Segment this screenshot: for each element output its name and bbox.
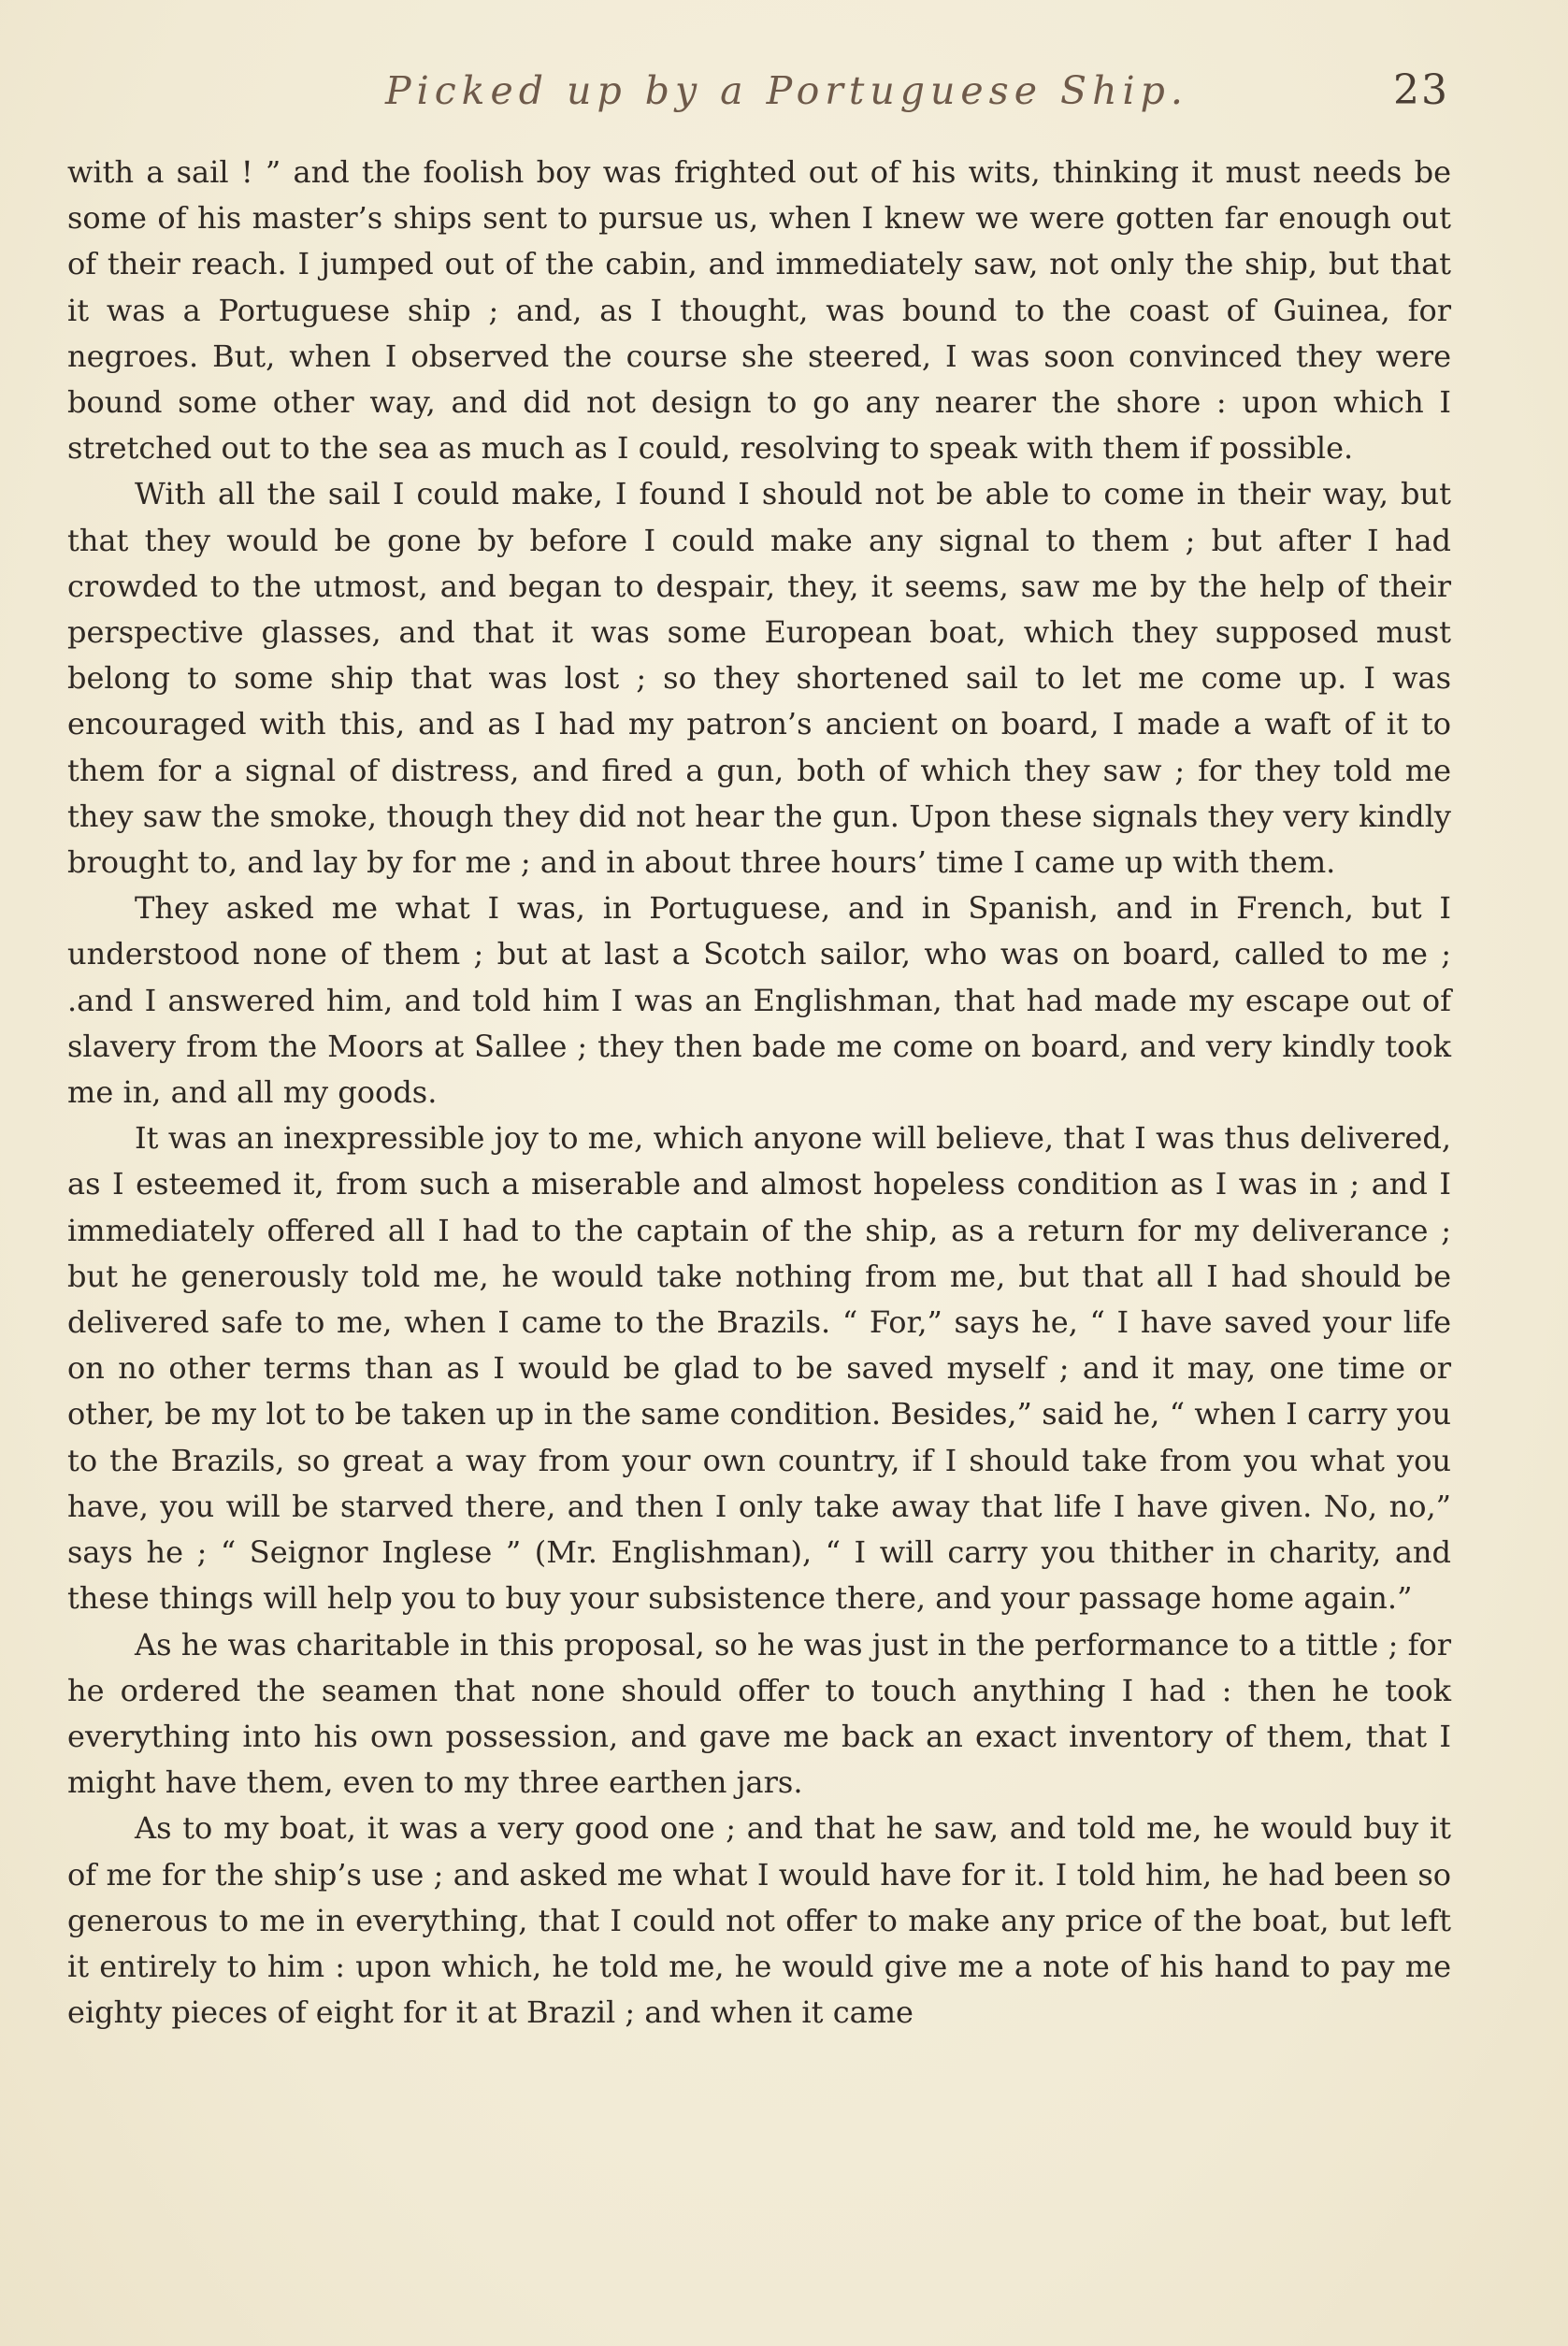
page-number: 23 xyxy=(1393,66,1449,114)
running-title: Picked up by a Portuguese Ship. xyxy=(385,68,1188,113)
page-header xyxy=(67,58,1449,123)
paragraph: As to my boat, it was a very good one ; and that he saw, and told me, he would buy it of me for the ship’s use ; and asked me what I would have for it. I told him, he had been so generous to me in everything, that I could not offer to make any price of the boat, but left it entirely to him : upon which, he told me, he would give me a note of his hand to pay me eighty pieces of eight for it at Brazil ; and when it came xyxy=(67,1810,1451,2031)
body-text xyxy=(67,150,1451,2036)
paragraph: With all the sail I could make, I found I should not be able to come in their way, but that they would be gone by before I could make any signal to them ; but after I had crowded to the utmost, and began to despair, they, it seems, saw me by the help of their perspective glasses, and that it was some European boat, which they supposed must belong to some ship that was lost ; so they shortened sail to let me come up. I was encouraged with this, and as I had my patron’s ancient on board, I made a waft of it to them for a signal of distress, and fired a gun, both of which they saw ; for they told me they saw the smoke, though they did not hear the gun. Upon these signals they very kindly brought to, and lay by for me ; and in about three hours’ time I came up with them. xyxy=(67,476,1451,881)
paragraph: with a sail ! ” and the foolish boy was frighted out of his wits, thinking it must needs be some of his master’s ships sent to pursue us, when I knew we were gotten far enough out of their reach. I jumped out of the cabin, and immediately saw, not only the ship, but that it was a Portuguese ship ; and, as I thought, was bound to the coast of Guinea, for negroes. But, when I observed the course she steered, I was soon convinced they were bound some other way, and did not design to go any nearer the shore : upon which I stretched out to the sea as much as I could, resolving to speak with them if possible. xyxy=(67,154,1451,467)
paragraph: It was an inexpressible joy to me, which anyone will believe, that I was thus delivered, as I esteemed it, from such a miserable and almost hopeless condition as I was in ; and I immediately offered all I had to the captain of the ship, as a return for my deliverance ; but he generously told me, he would take nothing from me, but that all I had should be delivered safe to me, when I came to the Brazils. “ For,” says he, “ I have saved your life on no other terms than as I would be glad to be saved myself ; and it may, one time or other, be my lot to be taken up in the same condition. Besides,” said he, “ when I carry you to the Brazils, so great a way from your own country, if I should take from you what you have, you will be starved there, and then I only take away that life I have given. No, no,” says he ; “ Seignor Inglese ” (Mr. Englishman), “ I will carry you thither in charity, and these things will help you to buy your subsistence there, and your passage home again.” xyxy=(67,1120,1451,1617)
paragraph: As he was charitable in this proposal, so he was just in the performance to a tittle ; for he ordered the seamen that none should offer to touch anything I had : then he took everything into his own possession, and gave me back an exact inventory of them, that I might have them, even to my three earthen jars. xyxy=(67,1626,1451,1801)
paragraph: They asked me what I was, in Portuguese, and in Spanish, and in French, but I understood none of them ; but at last a Scotch sailor, who was on board, called to me ; .and I answered him, and told him I was an Englishman, that had made my escape out of slavery from the Moors at Sallee ; they then bade me come on board, and very kindly took me in, and all my goods. xyxy=(67,890,1451,1111)
